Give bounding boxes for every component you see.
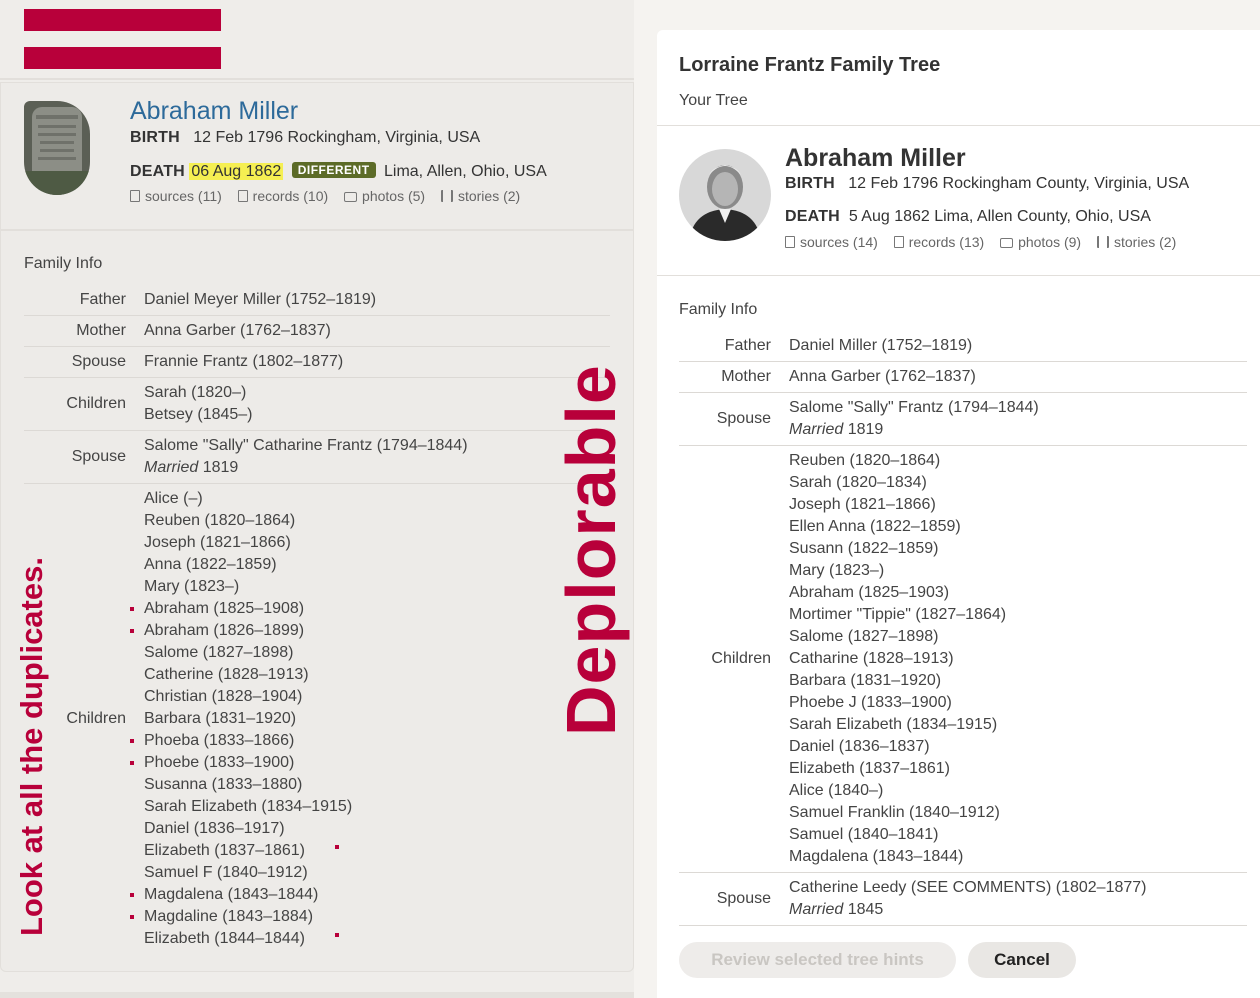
spouse-label: Spouse [71,353,126,370]
record-meta-links [785,234,1188,250]
divider [657,125,1260,126]
different-badge: DIFFERENT [292,162,376,178]
death-label: DEATH [785,208,840,225]
child-item[interactable]: Joseph (1821–1866) [789,496,936,513]
child-item[interactable]: Barbara (1831–1920) [144,710,297,727]
father-row [679,331,1247,362]
review-hints-button[interactable]: Review selected tree hints [679,942,956,978]
mother-row [24,316,610,347]
children-row [24,378,610,431]
child-item[interactable]: Susann (1822–1859) [789,540,939,557]
books-icon [441,190,453,202]
mother-row [679,362,1247,393]
child-item[interactable]: Sarah (1820–1834) [789,474,927,491]
child-item[interactable]: Alice (–) [144,490,203,507]
birth-label: BIRTH [130,129,180,146]
child-item[interactable]: Betsey (1845–) [144,406,253,423]
document-icon [238,190,248,202]
child-item[interactable]: Sarah Elizabeth (1834–1915) [144,798,353,815]
spouse-row [679,873,1247,926]
spouse-label: Spouse [716,410,771,427]
tree-title: Lorraine Frantz Family Tree [679,54,941,76]
children-list [144,378,610,431]
right-panel [657,30,1260,998]
spouse-value [144,431,610,484]
redacted-bar [24,9,221,31]
child-item[interactable]: Samuel Franklin (1840–1912) [789,804,1000,821]
children-label: Children [711,650,771,667]
father-label: Father [79,291,126,308]
camera-icon [344,192,357,202]
stories-link[interactable]: stories (2) [1097,234,1176,250]
child-item-duplicate[interactable]: Elizabeth (1844–1844) [144,928,610,950]
married-line: Married 1845 [789,901,884,918]
family-info-title: Family Info [679,301,758,318]
records-link[interactable]: records (13) [894,234,984,250]
child-item[interactable]: Catherine (1828–1913) [144,666,309,683]
books-icon [1097,236,1109,248]
child-item[interactable]: Susanna (1833–1880) [144,776,303,793]
child-item[interactable]: Ellen Anna (1822–1859) [789,518,961,535]
children-label: Children [66,395,126,412]
birth-value: 12 Feb 1796 Rockingham, Virginia, USA [193,129,481,146]
right-family-table [679,331,1247,926]
child-item-duplicate[interactable]: Phoeba (1833–1866) [144,730,610,752]
father-value[interactable]: Daniel Miller (1752–1819) [789,337,973,354]
children-row [24,484,610,955]
child-item[interactable]: Mary (1823–) [144,578,240,595]
next-card-edge [0,992,634,998]
person-name[interactable]: Abraham Miller [130,97,299,125]
death-row [130,162,547,181]
child-item[interactable]: Samuel F (1840–1912) [144,864,308,881]
mother-label: Mother [76,322,126,339]
document-icon [785,236,795,248]
child-item[interactable]: Barbara (1831–1920) [789,672,942,689]
stories-link[interactable]: stories (2) [441,188,520,204]
children-label: Children [66,710,126,727]
child-item[interactable]: Christian (1828–1904) [144,688,303,705]
divider [657,275,1260,276]
spouse-row [679,393,1247,446]
child-item-duplicate[interactable]: Magdaline (1843–1884) [144,906,610,928]
death-place: Lima, Allen, Ohio, USA [384,163,547,180]
document-icon [130,190,140,202]
portrait-photo[interactable] [679,149,771,241]
married-line: Married 1819 [144,459,239,476]
spouse-label: Spouse [71,448,126,465]
child-item-duplicate[interactable]: Abraham (1826–1899) [144,620,610,642]
spouse-value [789,873,1247,926]
child-item[interactable]: Mortimer "Tippie" (1827–1864) [789,606,1007,623]
child-item[interactable]: Salome (1827–1898) [789,628,939,645]
child-item[interactable]: Daniel (1836–1837) [789,738,930,755]
birth-row [785,175,1189,193]
child-item-duplicate[interactable]: Phoebe (1833–1900) [144,752,610,774]
child-item-duplicate[interactable]: Magdalena (1843–1844) [144,884,610,906]
person-name[interactable]: Abraham Miller [785,144,966,172]
child-item[interactable]: Phoebe J (1833–1900) [789,694,952,711]
spouse-row [24,347,610,378]
child-item[interactable]: Samuel (1840–1841) [789,826,939,843]
duplicate-marker [335,933,339,937]
death-label: DEATH [130,163,185,180]
left-family-table [24,285,610,954]
sources-link[interactable]: sources (14) [785,234,878,250]
mother-value[interactable]: Anna Garber (1762–1837) [144,322,331,339]
spouse-row [24,431,610,484]
photos-link[interactable]: photos (5) [344,188,425,204]
duplicate-marker [335,845,339,849]
child-item[interactable]: Anna (1822–1859) [144,556,277,573]
child-item[interactable]: Magdalena (1843–1844) [789,848,964,865]
record-meta-links [130,188,532,204]
child-item[interactable]: Reuben (1820–1864) [144,512,296,529]
spouse-name[interactable]: Catherine Leedy (SEE COMMENTS) (1802–1877) [789,879,1147,896]
child-item[interactable]: Sarah Elizabeth (1834–1915) [789,716,998,733]
tree-subtitle: Your Tree [679,92,748,109]
father-value[interactable]: Daniel Meyer Miller (1752–1819) [144,291,377,308]
divider [0,78,634,80]
child-item[interactable]: Daniel (1836–1917) [144,820,285,837]
redacted-bar [24,47,221,69]
gravestone-photo[interactable] [24,101,90,195]
mother-label: Mother [721,368,771,385]
annotation-duplicates: Look at all the duplicates. [14,557,49,936]
child-item[interactable]: Mary (1823–) [789,562,885,579]
child-item[interactable]: Abraham (1825–1903) [789,584,950,601]
death-value: 5 Aug 1862 Lima, Allen County, Ohio, USA [848,208,1151,225]
child-item[interactable]: Joseph (1821–1866) [144,534,291,551]
child-item[interactable]: Salome (1827–1898) [144,644,294,661]
cancel-button[interactable]: Cancel [968,942,1076,978]
records-link[interactable]: records (10) [238,188,328,204]
divider [0,229,634,231]
child-item-duplicate[interactable]: Abraham (1825–1908) [144,598,610,620]
spouse-value [789,393,1247,446]
father-row [24,285,610,316]
married-line: Married 1819 [789,421,884,438]
photos-link[interactable]: photos (9) [1000,234,1081,250]
annotation-deplorable: Deplorable [552,364,630,736]
children-list [789,446,1247,873]
children-row [679,446,1247,873]
death-date-highlight: 06 Aug 1862 [191,163,282,180]
child-item-duplicate[interactable]: Elizabeth (1837–1861) [144,840,610,862]
family-info-title: Family Info [24,255,103,272]
spouse-label: Spouse [716,890,771,907]
document-icon [894,236,904,248]
camera-icon [1000,238,1013,248]
child-item[interactable]: Reuben (1820–1864) [789,452,941,469]
children-list [144,484,610,955]
spouse-name[interactable]: Salome "Sally" Frantz (1794–1844) [789,399,1039,416]
child-item[interactable]: Sarah (1820–) [144,384,247,401]
birth-value: 12 Feb 1796 Rockingham County, Virginia, USA [848,175,1190,192]
father-label: Father [724,337,771,354]
child-item[interactable]: Catharine (1828–1913) [789,650,954,667]
child-item[interactable]: Alice (1840–) [789,782,884,799]
spouse-value[interactable]: Frannie Frantz (1802–1877) [144,353,344,370]
sources-link[interactable]: sources (11) [130,188,222,204]
spouse-name[interactable]: Salome "Sally" Catharine Frantz (1794–1844) [144,437,468,454]
death-row [785,208,1151,226]
birth-row [130,129,480,147]
birth-label: BIRTH [785,175,835,192]
mother-value[interactable]: Anna Garber (1762–1837) [789,368,976,385]
child-item[interactable]: Elizabeth (1837–1861) [789,760,951,777]
